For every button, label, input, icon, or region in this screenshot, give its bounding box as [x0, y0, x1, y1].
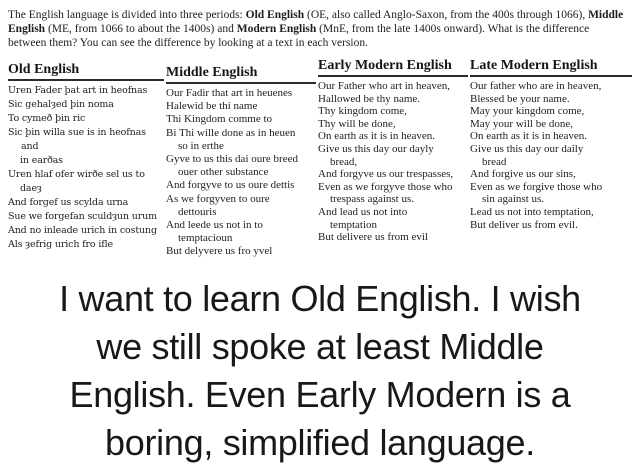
verse-line: To cymeð þin ric: [8, 113, 86, 125]
column-early-modern-english: [318, 58, 468, 244]
verse-line: Als ȝefrig urich fro ifle: [8, 239, 113, 251]
verse-lines-late-modern-english: [470, 80, 632, 231]
verse-line: Uren hlaf ofer wirðe sel us to: [8, 169, 145, 181]
verse-line: sin against us.: [482, 193, 545, 206]
verse-line: Uren Fader þat art in heofnas: [8, 85, 148, 97]
verse-line: And no inleade urich in costung: [8, 225, 157, 237]
english-periods-table: [8, 58, 632, 259]
verse-line: On earth as it is in heaven.: [470, 130, 587, 143]
meme-caption: [8, 275, 632, 465]
verse-line: On earth as it is in heaven.: [318, 130, 435, 143]
column-late-modern-english: [470, 58, 632, 231]
intro-text: (OE, also called Anglo-Saxon, from the 400s through 1066),: [304, 9, 589, 21]
intro-term: Modern English: [236, 23, 317, 36]
verse-line: dettouris: [178, 205, 217, 218]
verse-line: in earðas: [20, 155, 63, 167]
verse-line: temptation: [330, 218, 378, 231]
verse-line: Halewid be thi name: [166, 100, 258, 113]
verse-line: Thy will be done,: [318, 117, 396, 130]
verse-line: And leede us not in to: [166, 219, 263, 232]
intro-term: Old English: [245, 9, 305, 21]
verse-line: And lead us not into: [318, 205, 408, 218]
verse-line: But deliver us from evil.: [470, 218, 578, 231]
verse-line: But delivere us from evil: [318, 231, 428, 244]
verse-line: Sic gehalȝed þin noma: [8, 99, 114, 111]
verse-line: trespass against us.: [330, 193, 415, 206]
verse-line: Our Father who art in heaven,: [318, 80, 450, 93]
verse-lines-early-modern-english: [318, 80, 468, 244]
verse-line: Thy kingdom come,: [318, 105, 407, 118]
verse-line: But delyvere us fro yvel: [166, 245, 273, 258]
caption-line: we still spoke at least Middle: [96, 325, 544, 367]
caption-line: English. Even Early Modern is a: [69, 373, 571, 415]
verse-line: Sic þin willa sue is in heofnas and: [8, 127, 146, 153]
verse-line: And forgyve to us oure dettis: [166, 179, 295, 192]
verse-line: so in erthe: [178, 139, 224, 152]
verse-lines-middle-english: [166, 87, 316, 259]
verse-line: bread: [482, 155, 507, 168]
column-middle-english: [166, 65, 316, 259]
verse-line: daeȝ: [20, 183, 42, 195]
verse-line: temptacioun: [178, 232, 233, 245]
verse-line: May your kingdom come,: [470, 105, 585, 118]
intro-text: (MnE, from the late 1400s onward). What is the difference between them? You can see the difference by looking at a text in each version.: [8, 23, 590, 50]
verse-line: Sue we forgefan sculdȝun urum: [8, 211, 157, 223]
verse-line: Give us this day our daily: [470, 143, 584, 156]
column-heading-early-modern-english: Early Modern English: [318, 58, 468, 77]
verse-line: Bi Thi wille done as in heuen: [166, 126, 296, 139]
intro-text: The English language is divided into three periods:: [8, 9, 246, 21]
verse-line: bread,: [330, 155, 358, 168]
verse-line: As we forgyven to oure: [166, 192, 270, 205]
verse-line: Thi Kingdom comme to: [166, 113, 273, 126]
caption-line: boring, simplified language.: [105, 421, 535, 463]
verse-line: Even as we forgyve those who: [318, 180, 453, 193]
verse-line: May your will be done,: [470, 117, 573, 130]
intro-term: Middle English: [8, 9, 624, 36]
verse-line: Give us this day our dayly: [318, 143, 434, 156]
verse-line: ouer other substance: [178, 166, 269, 179]
verse-line: Gyve to us this dai oure breed: [166, 153, 298, 166]
verse-line: Even as we forgive those who: [470, 180, 603, 193]
column-heading-old-english: Old English: [8, 62, 164, 81]
verse-line: And forgyve us our trespasses,: [318, 168, 454, 181]
intro-paragraph: [8, 8, 630, 50]
verse-line: And forgef us scylda urna: [8, 197, 129, 209]
verse-line: Blessed be your name.: [470, 92, 570, 105]
intro-text: (ME, from 1066 to about the 1400s) and: [45, 23, 237, 36]
verse-lines-old-english: [8, 84, 164, 252]
column-heading-late-modern-english: Late Modern English: [470, 58, 632, 77]
caption-line: I want to learn Old English. I wish: [59, 277, 581, 319]
verse-line: Lead us not into temptation,: [470, 205, 594, 218]
verse-line: Our Fadir that art in heuenes: [166, 87, 293, 100]
column-old-english: [8, 62, 164, 252]
verse-line: And forgive us our sins,: [470, 168, 576, 181]
column-heading-middle-english: Middle English: [166, 65, 316, 84]
verse-line: Hallowed be thy name.: [318, 92, 421, 105]
verse-line: Our father who are in heaven,: [470, 80, 602, 93]
